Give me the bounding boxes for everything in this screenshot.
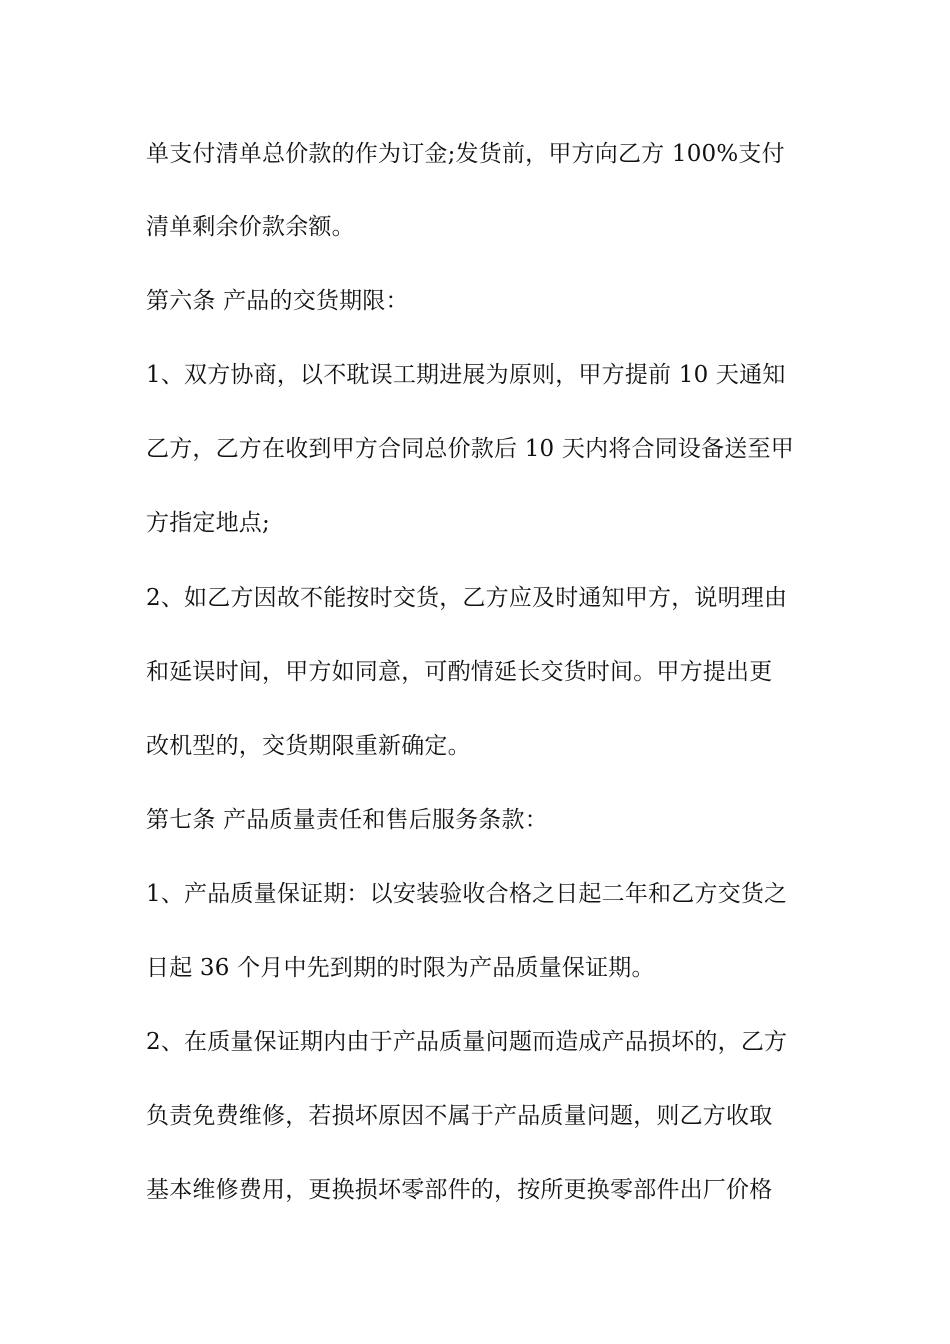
text-line: 乙方，乙方在收到甲方合同总价款后 10 天内将合同设备送至甲 xyxy=(146,436,794,462)
text-line: 日起 36 个月中先到期的时限为产品质量保证期。 xyxy=(146,955,655,981)
text-line: 基本维修费用，更换损坏零部件的，按所更换零部件出厂价格 xyxy=(146,1177,773,1203)
text-line: 单支付清单总价款的作为订金;发货前，甲方向乙方 100%支付 xyxy=(146,141,785,167)
text-line: 2、在质量保证期内由于产品质量问题而造成产品损坏的，乙方 xyxy=(146,1029,788,1055)
text-line: 1、产品质量保证期：以安装验收合格之日起二年和乙方交货之 xyxy=(146,881,788,907)
text-line: 改机型的，交货期限重新确定。 xyxy=(146,733,471,759)
section-heading: 第七条 产品质量责任和售后服务条款： xyxy=(146,807,548,833)
text-line: 1、双方协商，以不耽误工期进展为原则，甲方提前 10 天通知 xyxy=(146,362,786,388)
text-line: 2、如乙方因故不能按时交货，乙方应及时通知甲方，说明理由 xyxy=(146,585,788,611)
text-line: 方指定地点; xyxy=(146,510,270,536)
text-line: 清单剩余价款余额。 xyxy=(146,214,355,240)
section-heading: 第六条 产品的交货期限： xyxy=(146,288,409,314)
text-line: 负责免费维修，若损坏原因不属于产品质量问题，则乙方收取 xyxy=(146,1103,773,1129)
text-line: 和延误时间，甲方如同意，可酌情延长交货时间。甲方提出更 xyxy=(146,659,773,685)
